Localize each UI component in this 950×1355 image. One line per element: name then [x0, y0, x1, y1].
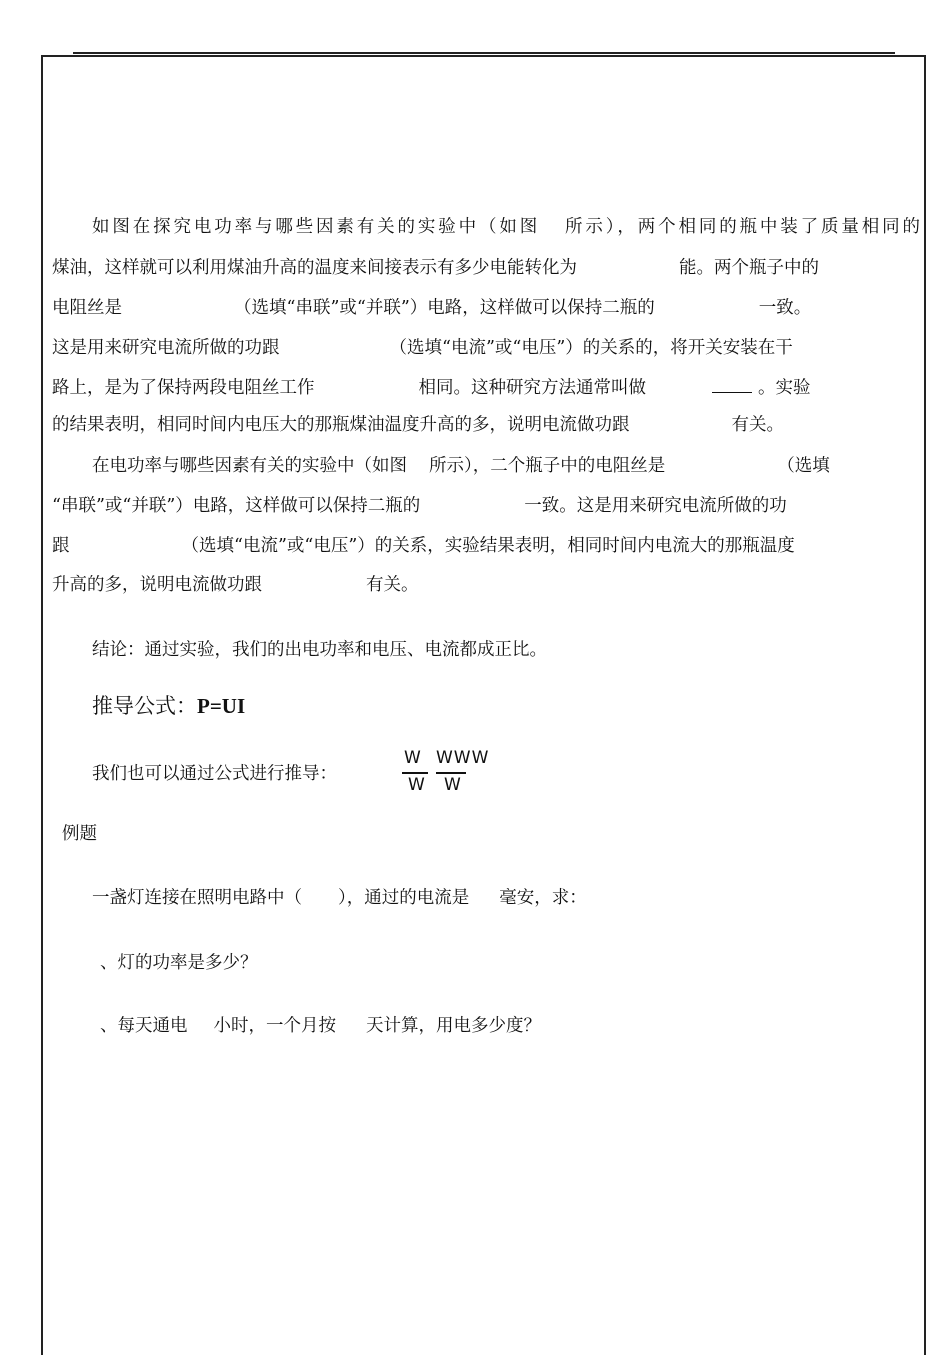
formula-label: 推导公式：: [92, 694, 197, 718]
p1-line-5-text-c: 。实验: [758, 378, 811, 398]
p1-line-5-text-a: 路上，是为了保持两段电阻丝工作: [52, 378, 315, 398]
formula-expression: P=UI: [197, 694, 246, 718]
p1-line-1-text-b: 所示），两个相同的瓶中装了质量相同的: [562, 217, 921, 237]
p1-line-2-text-a: 煤油，这样就可以利用煤油升高的温度来间接表示有多少电能转化为: [52, 258, 577, 278]
example-problem-text-b: ），通过的电流是: [338, 888, 470, 908]
fraction-1-numerator: W: [404, 748, 422, 768]
p2-line-4-text-a: 升高的多，说明电流做功跟: [52, 575, 262, 595]
p2-line-4: [52, 565, 920, 605]
p1-line-4: [52, 328, 920, 368]
p1-line-4-text-b: （选填“电流”或“电压”）的关系的，将开关安装在干: [389, 338, 793, 358]
p2-line-1: [52, 446, 950, 486]
p1-line-1: [52, 207, 920, 247]
derive-label: 我们也可以通过公式进行推导：: [92, 764, 337, 784]
question-2-text-c: 天计算，用电多少度？: [366, 1016, 541, 1036]
conclusion: 结论：通过实验，我们的出电功率和电压、电流都成正比。: [92, 640, 547, 660]
answer-blank-line: [712, 368, 752, 393]
p1-line-3: [52, 288, 920, 328]
p2-line-3: [52, 526, 920, 566]
p2-line-1-text-a: 在电功率与哪些因素有关的实验中（如图: [92, 456, 407, 476]
p2-line-3-text-a: 跟: [52, 536, 70, 556]
p2-line-1-text-b: 所示），二个瓶子中的电阻丝是: [429, 456, 666, 476]
p1-line-2-text-b: 能。两个瓶子中的: [679, 258, 819, 278]
p2-line-3-text-b: （选填“电流”或“电压”）的关系，实验结果表明，相同时间内电流大的那瓶温度: [181, 536, 795, 556]
p1-line-1-text-a: 如图在探究电功率与哪些因素有关的实验中（如图: [92, 217, 541, 237]
p2-line-1-text-c: （选填: [777, 456, 830, 476]
fraction-1-bar: [402, 772, 428, 774]
p1-line-2: [52, 248, 920, 288]
fraction-1-denominator: W: [408, 775, 425, 795]
p1-line-3-text-a: 电阻丝是: [52, 298, 122, 318]
p1-line-5: [52, 368, 920, 408]
p1-line-3-text-b: （选填“串联”或“并联”）电路，这样做可以保持二瓶的: [234, 298, 655, 318]
p1-line-6: [52, 405, 920, 445]
p1-line-4-text-a: 这是用来研究电流所做的功跟: [52, 338, 280, 358]
p2-line-2-text-a: “串联”或“并联”）电路，这样做可以保持二瓶的: [52, 496, 421, 516]
question-2-text-b: 小时，一个月按: [213, 1016, 336, 1036]
question-2-text-a: 、每天通电: [100, 1016, 188, 1036]
p2-line-2: [52, 486, 920, 526]
formula-line: [52, 686, 950, 726]
example-problem-text-c: 毫安，求：: [499, 888, 587, 908]
header-rule: [73, 52, 895, 54]
example-heading: 例题: [62, 824, 97, 844]
example-problem-text-a: 一盏灯连接在照明电路中（: [92, 888, 302, 908]
example-problem: [52, 878, 950, 918]
p1-line-6-text-a: 的结果表明，相同时间内电压大的那瓶煤油温度升高的多，说明电流做功跟: [52, 415, 630, 435]
p1-line-3-text-c: 一致。: [758, 298, 812, 318]
fraction-2-bar: [436, 772, 466, 774]
fraction-2-numerator: WWW: [436, 748, 490, 768]
question-1: 、灯的功率是多少？: [100, 953, 258, 973]
question-2: [52, 1006, 950, 1046]
p1-line-5-text-b: 相同。这种研究方法通常叫做: [418, 378, 646, 398]
p1-line-6-text-b: 有关。: [731, 415, 784, 435]
p2-line-2-text-b: 一致。这是用来研究电流所做的功: [524, 496, 787, 516]
fraction-2-denominator: W: [444, 775, 461, 795]
p2-line-4-text-b: 有关。: [366, 575, 419, 595]
